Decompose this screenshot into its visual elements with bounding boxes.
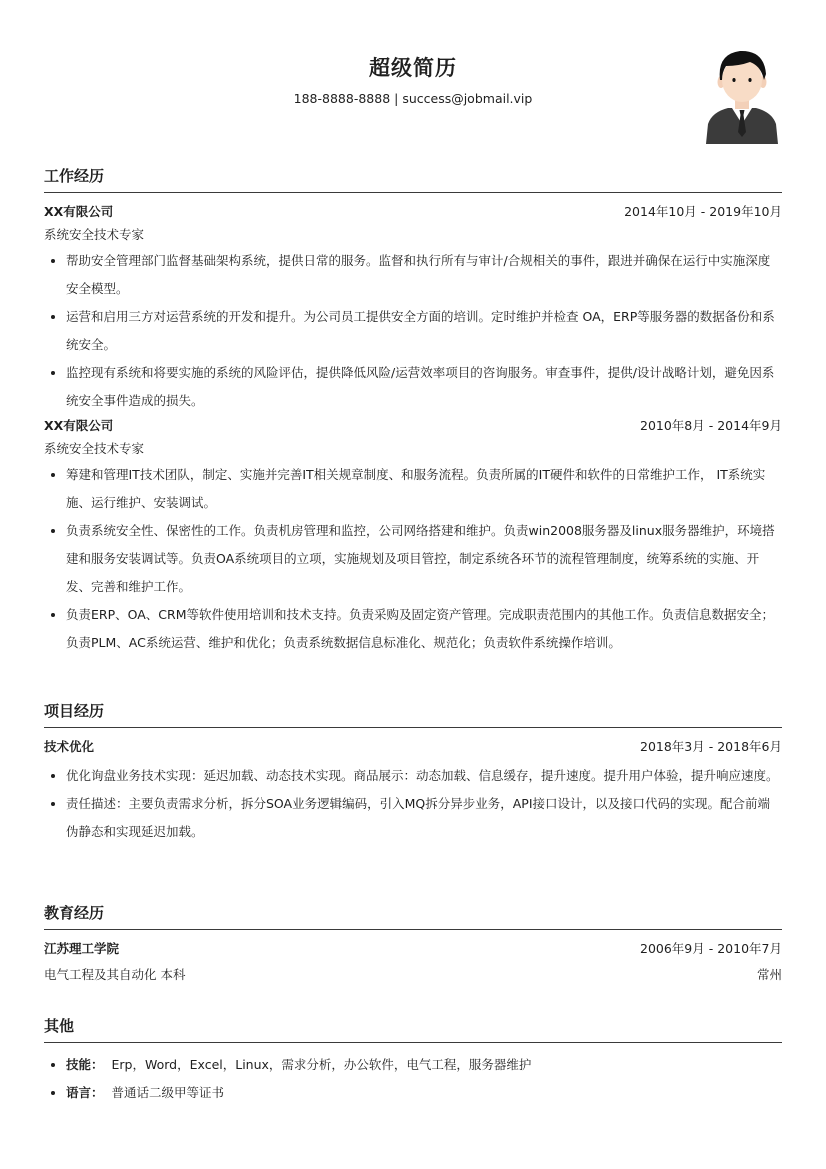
responsibility-list: [44, 247, 782, 415]
other-list: [44, 1051, 782, 1107]
language-label: 语言：: [66, 1085, 104, 1100]
project-detail-list: [44, 762, 782, 846]
date-range: 2006年9月 - 2010年7月: [640, 941, 782, 956]
work-entry: [44, 415, 782, 657]
date-range: 2018年3月 - 2018年6月: [640, 739, 782, 754]
list-item: • 帮助安全管理部门监督基础架构系统，提供日常的服务。监督和执行所有与审计/合规相关的事件，跟进并确保在运行中实施深度安全模型。: [66, 247, 782, 303]
school-city: 常州: [756, 967, 782, 982]
work-entry: [44, 201, 782, 415]
entry-header: [44, 736, 782, 758]
list-item: • 筹建和管理IT技术团队，制定、实施并完善IT相关规章制度、和服务流程。负责所属的IT硬件和软件的日常维护工作， IT系统实施、运行维护、安装调试。: [66, 461, 782, 517]
list-item: [66, 1079, 782, 1107]
list-item: • 优化询盘业务技术实现：延迟加载、动态技术实现。商品展示：动态加载、信息缓存，提升速度。提升用户体验，提升响应速度。: [66, 762, 782, 790]
work-experience-section: [44, 165, 782, 657]
language-value: 普通话二级甲等证书: [111, 1085, 225, 1100]
school-name: 江苏理工学院: [44, 941, 120, 956]
avatar-icon: [704, 44, 780, 144]
list-item: • 运营和启用三方对运营系统的开发和提升。为公司员工提供安全方面的培训。定时维护并检查 OA，ERP等服务器的数据备份和系统安全。: [66, 303, 782, 359]
major-degree: 电气工程及其自动化 本科: [44, 967, 186, 982]
other-section: [44, 1015, 782, 1107]
project-entry: [44, 736, 782, 846]
resume-header: [44, 0, 782, 150]
list-item: • 监控现有系统和将要实施的系统的风险评估，提供降低风险/运营效率项目的咨询服务。审查事件，提供/设计战略计划，避免因系统安全事件造成的损失。: [66, 359, 782, 415]
contact-info: 188-8888-8888 | success@jobmail.vip: [293, 91, 533, 106]
list-item: • 责任描述：主要负责需求分析，拆分SOA业务逻辑编码，引入MQ拆分异步业务，API接口设计，以及接口代码的实现。配合前端伪静态和实现延迟加载。: [66, 790, 782, 846]
section-title-other: 其他: [44, 1015, 782, 1043]
resume-page: [44, 0, 782, 1100]
list-item: • 负责ERP、OA、CRM等软件使用培训和技术支持。负责采购及固定资产管理。完成职责范围内的其他工作。负责信息数据安全；负责PLM、AC系统运营、维护和优化；负责系统数据信息标准化、规范化；负责软件系统操作培训。: [66, 601, 782, 657]
entry-header: [44, 938, 782, 960]
education-section: [44, 902, 782, 986]
company-name: XX有限公司: [44, 204, 114, 219]
project-name: 技术优化: [44, 739, 95, 754]
job-title: 系统安全技术专家: [44, 441, 145, 456]
list-item: • 负责系统安全性、保密性的工作。负责机房管理和监控，公司网络搭建和维护。负责win2008服务器及linux服务器维护，环境搭建和服务安装调试等。负责OA系统项目的立项，实施规划及项目管控，制定系统各环节的流程管理制度，统筹系统的实施、开发、完善和维护工作。: [66, 517, 782, 601]
list-item: [66, 1051, 782, 1079]
section-title-work: 工作经历: [44, 165, 782, 193]
date-range: 2010年8月 - 2014年9月: [640, 418, 782, 433]
entry-header: [44, 201, 782, 223]
section-title-projects: 项目经历: [44, 700, 782, 728]
project-experience-section: [44, 700, 782, 846]
section-title-education: 教育经历: [44, 902, 782, 930]
skills-label: 技能：: [66, 1057, 104, 1072]
entry-header: [44, 415, 782, 437]
skills-value: Erp，Word，Excel，Linux，需求分析，办公软件，电气工程，服务器维护: [111, 1057, 532, 1072]
job-title: 系统安全技术专家: [44, 227, 145, 242]
candidate-name: 超级简历: [369, 56, 457, 80]
company-name: XX有限公司: [44, 418, 114, 433]
responsibility-list: [44, 461, 782, 657]
education-details: [44, 964, 782, 986]
date-range: 2014年10月 - 2019年10月: [624, 204, 782, 219]
